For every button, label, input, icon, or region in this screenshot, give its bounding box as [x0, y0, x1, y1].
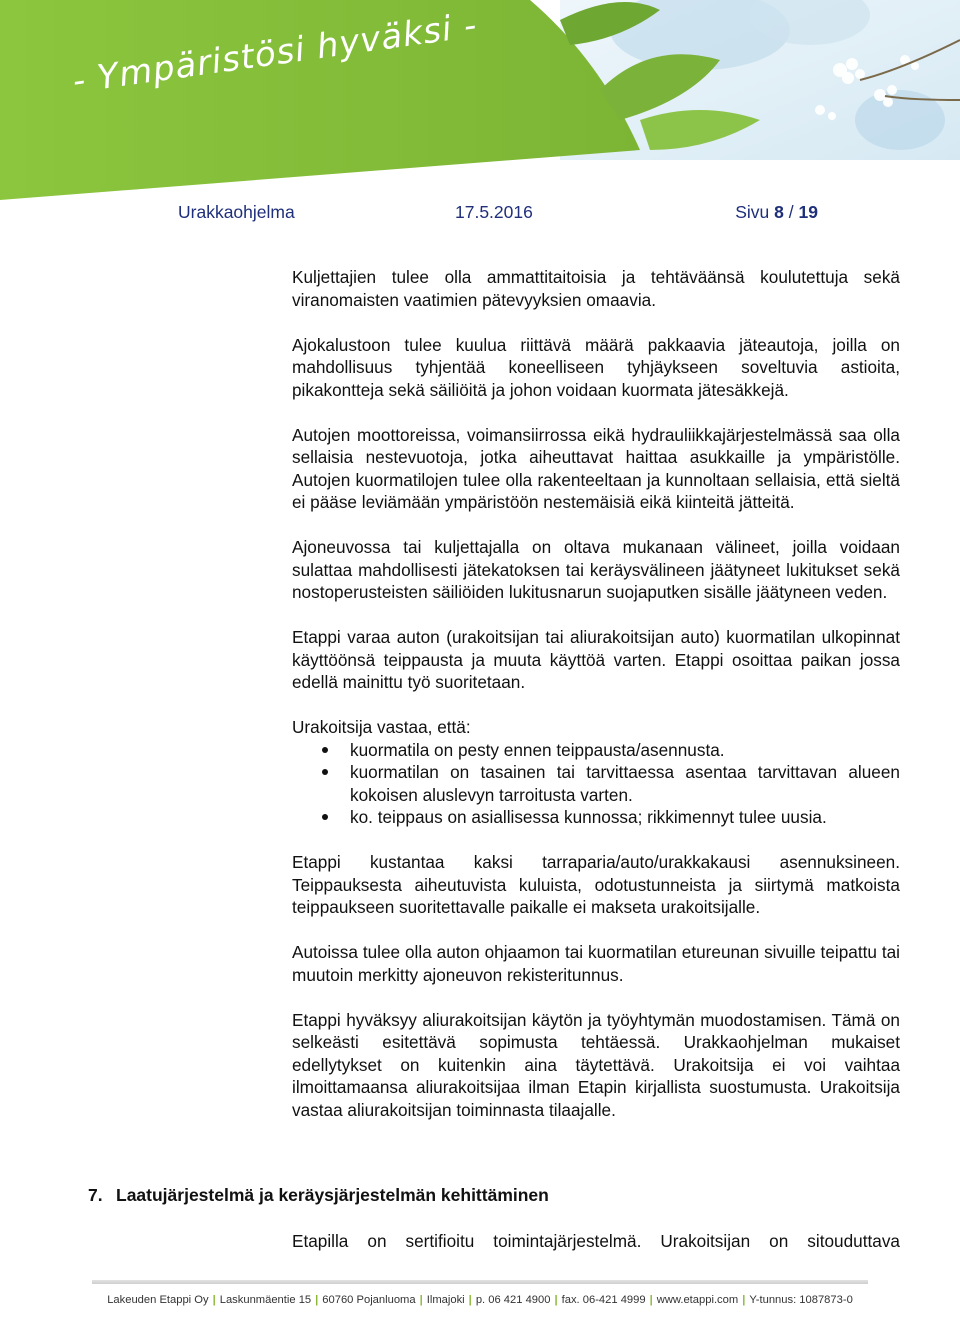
list-item-text: ko. teippaus on asiallisessa kunnossa; rikkimennyt tulee uusia. — [350, 807, 827, 827]
footer-separator: | — [212, 1294, 216, 1306]
header-banner — [0, 0, 960, 200]
document-date: 17.5.2016 — [455, 202, 533, 222]
footer-separator: | — [742, 1294, 746, 1306]
footer-company: Lakeuden Etappi Oy — [107, 1294, 209, 1306]
paragraph-cargo-surfaces: Etappi varaa auton (urakoitsijan tai aliurakoitsijan auto) kuormatilan ulkopinnat käyttöönsä teippausta ja muuta käyttöä varten. Etappi osoittaa paikan jossa edellä mainittu työ suoritetaan. — [292, 627, 900, 692]
document-title: Urakkaohjelma — [178, 202, 295, 222]
footer-separator: | — [315, 1294, 319, 1306]
page-total: 19 — [798, 202, 818, 222]
footer-web-link[interactable]: www.etappi.com — [656, 1294, 739, 1306]
page-current: 8 — [774, 202, 784, 222]
footer-separator: | — [649, 1294, 653, 1306]
paragraph-sticker-costs: Etappi kustantaa kaksi tarraparia/auto/urakkakausi asennuksineen. Teippauksesta aiheutuvista kuluista, odotustunneista ja siirtymä matkoista teippaukseen suoritettavalle paikalle ei makseta urakoitsijalle. — [292, 852, 900, 917]
page-prefix: Sivu — [735, 202, 770, 222]
bullet-icon — [322, 747, 328, 753]
paragraph-drivers: Kuljettajien tulee olla ammattitaitoisia ja tehtäväänsä koulutettuja sekä viranomaisten vaatimien pätevyyksien omaavia. — [292, 267, 900, 310]
paragraph-registration: Autoissa tulee olla auton ohjaamon tai kuormatilan etureunan sivuille teipattu tai muutoin merkitty ajoneuvon rekisteritunnus. — [292, 942, 900, 985]
banner-tagline: - Ympäristösi hyväksi - — [70, 5, 480, 102]
page-sep: / — [788, 202, 794, 222]
paragraph-certification: Etapilla on sertifioitu toimintajärjestelmä. Urakoitsijan on sitouduttava — [292, 1231, 900, 1251]
list-item — [292, 739, 900, 762]
footer-separator: | — [554, 1294, 558, 1306]
footer-postal: 60760 Pojanluoma — [322, 1294, 416, 1306]
footer-separator: | — [419, 1294, 423, 1306]
footer-phone: p. 06 421 4900 — [475, 1294, 551, 1306]
section-heading — [88, 1185, 549, 1206]
paragraph-subcontractor: Etappi hyväksyy aliurakoitsijan käytön ja työyhtymän muodostamisen. Tämä on selkeästi esitettävä sopimusta tehtäessä. Urakkaohjelman mukaiset edellytykset on kuitenkin aina täytettävä. Urakoitsija ei voi vaihtaa ilmoittamaansa aliurakoitsijaa ilman Etapin kirjallista suostumusta. Urakoitsija vastaa aliurakoitsijan toiminnasta tilaajalle. — [292, 1009, 900, 1120]
bullet-icon — [322, 814, 328, 820]
page-footer — [92, 1294, 868, 1306]
body-content — [292, 266, 900, 1144]
footer-separator: | — [468, 1294, 472, 1306]
paragraph-leaks: Autojen moottoreissa, voimansiirrossa eikä hydrauliikkajärjestelmässä saa olla sellaisia nestevuotoja, jotka aiheuttavat haittaa asukkaille ja ympäristölle. Autojen kuormatilojen tulee olla rakenteeltaan ja kunnoltaan sellaisia, että sieltä ei pääse leviämään ympäristöön nestemäisiä eikä kiinteitä jätteitä. — [292, 424, 900, 512]
section-number: 7. — [88, 1185, 103, 1205]
section-title: Laatujärjestelmä ja keräysjärjestelmän kehittäminen — [116, 1185, 549, 1205]
running-header — [178, 202, 818, 226]
footer-business-id: Y-tunnus: 1087873-0 — [749, 1294, 853, 1306]
paragraph-fleet: Ajokalustoon tulee kuulua riittävä määrä pakkaavia jäteautoja, joilla on mahdollisuus tyhjentää koneelliseen tyhjäykseen soveltuvia astioita, pikakontteja sekä säiliöitä ja johon voidaan kuormata jätesäkkejä. — [292, 334, 900, 400]
footer-divider — [92, 1280, 868, 1284]
banner-graphic — [0, 0, 960, 200]
responsibility-list — [292, 739, 900, 829]
list-item-text: kuormatilan on tasainen tai tarvittaessa asentaa tarvittavan alueen kokoisen aluslevyn tarroitusta varten. — [350, 762, 900, 805]
bullet-icon — [322, 769, 328, 775]
footer-fax: fax. 06-421 4999 — [561, 1294, 646, 1306]
footer-address: Laskunmäentie 15 — [219, 1294, 312, 1306]
list-intro: Urakoitsija vastaa, että: — [292, 717, 471, 737]
list-item-text: kuormatila on pesty ennen teippausta/asennusta. — [350, 739, 725, 760]
list-item — [292, 761, 900, 806]
page-indicator — [735, 202, 818, 223]
list-item — [292, 806, 900, 829]
paragraph-thawing: Ajoneuvossa tai kuljettajalla on oltava mukanaan välineet, joilla voidaan sulattaa mahdollisesti jätekatoksen tai keräysvälineen jäätyneet lukitukset sekä nostoperusteisten säiliöiden lukitusnarun suojaputken sisälle jäätyneen veden. — [292, 537, 900, 602]
footer-city: Ilmajoki — [426, 1294, 465, 1306]
